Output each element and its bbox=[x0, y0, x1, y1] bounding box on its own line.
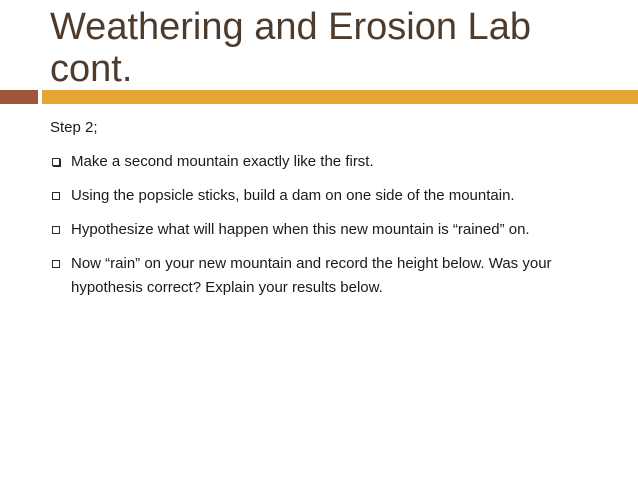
title-divider-left bbox=[0, 90, 38, 104]
checkbox-icon bbox=[52, 192, 60, 200]
bullet-text: Make a second mountain exactly like the first. bbox=[71, 153, 374, 170]
list-item bbox=[50, 218, 610, 242]
bullet-list bbox=[50, 150, 610, 300]
slide-title: Weathering and Erosion Lab cont. bbox=[50, 6, 531, 90]
title-divider-right bbox=[42, 90, 638, 104]
checkbox-icon bbox=[52, 226, 60, 234]
checkbox-shadowed-icon bbox=[52, 158, 60, 166]
list-item bbox=[50, 252, 610, 300]
step-label: Step 2; bbox=[50, 119, 98, 136]
bullet-text: Hypothesize what will happen when this new mountain is “rained” on. bbox=[71, 221, 530, 238]
list-item bbox=[50, 184, 610, 208]
list-item bbox=[50, 150, 610, 174]
slide-body bbox=[50, 118, 610, 310]
bullet-text: Now “rain” on your new mountain and record the height below. Was your hypothesis correct? Explain your results below. bbox=[71, 255, 552, 296]
bullet-text: Using the popsicle sticks, build a dam on one side of the mountain. bbox=[71, 187, 515, 204]
checkbox-icon bbox=[52, 260, 60, 268]
